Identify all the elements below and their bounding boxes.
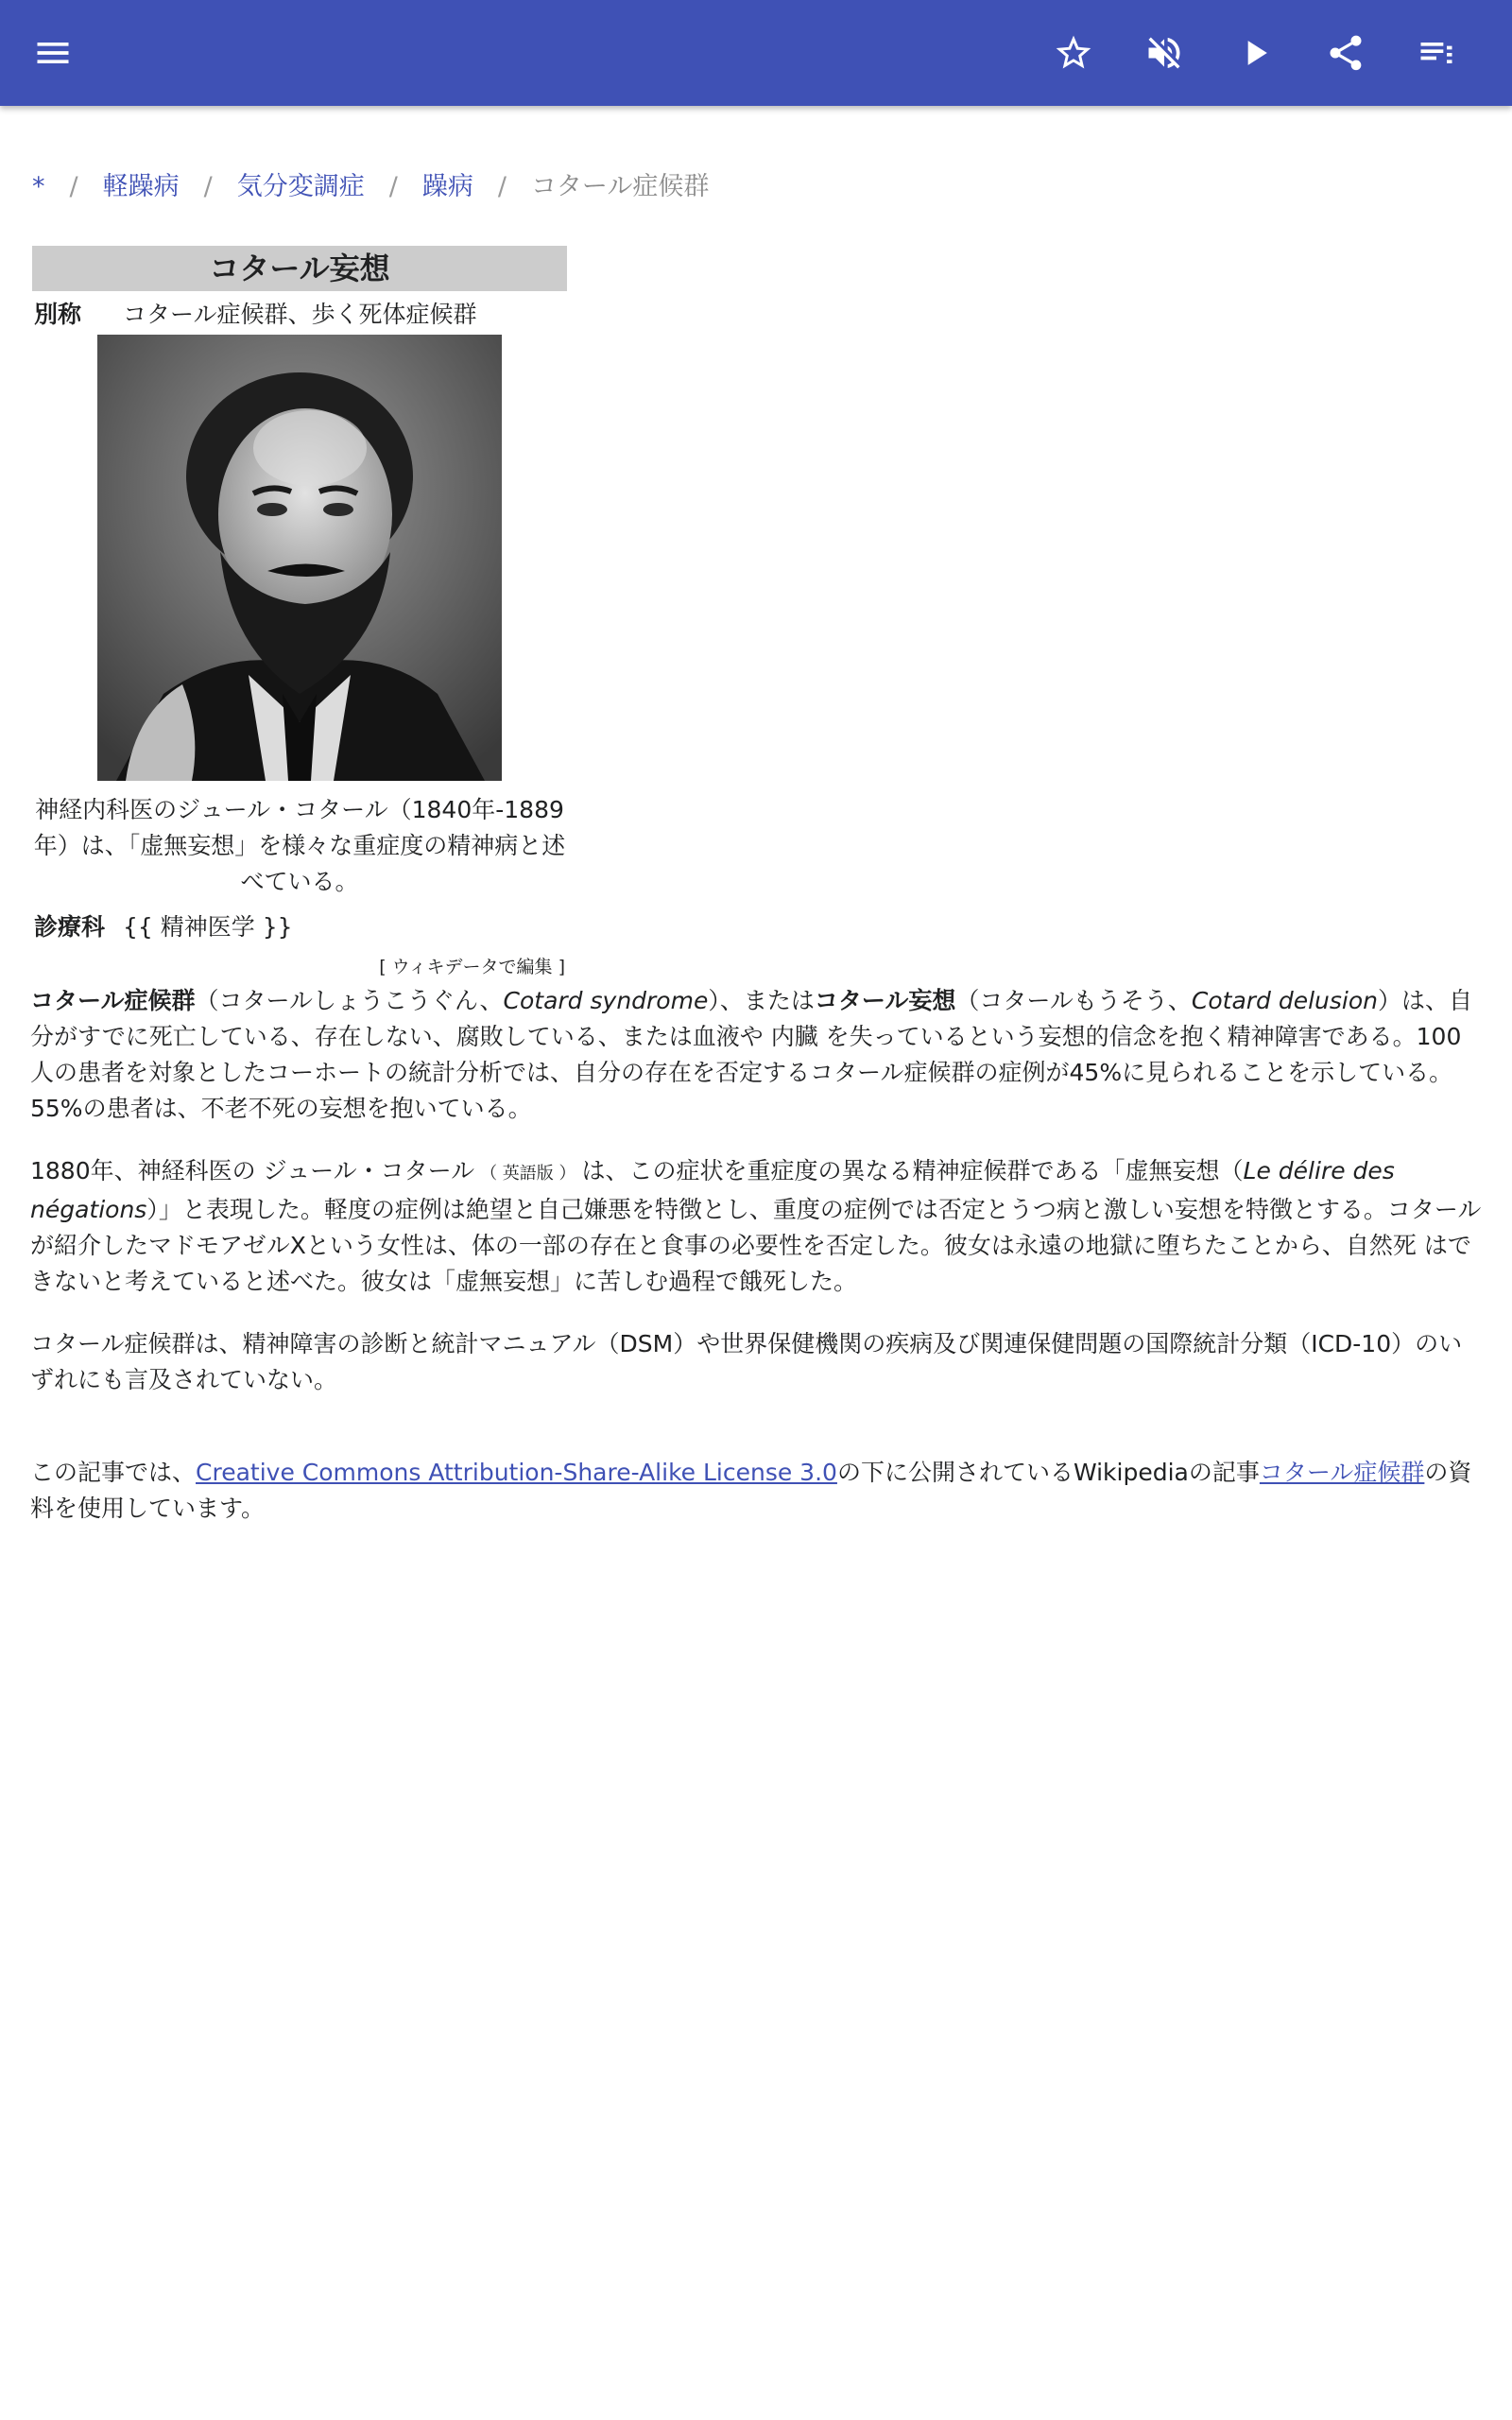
star-icon[interactable]: [1040, 19, 1108, 87]
english-version-link[interactable]: （ 英語版 ）: [480, 1164, 576, 1184]
breadcrumb-separator: /: [388, 172, 398, 201]
breadcrumb-item-root[interactable]: *: [32, 172, 45, 201]
term-cotard-delusion: コタール妄想: [814, 987, 956, 1014]
breadcrumb-separator: /: [203, 172, 213, 201]
breadcrumb-item-mania[interactable]: 躁病: [421, 172, 473, 201]
breadcrumb: [32, 166, 709, 208]
infobox-department-row: [32, 904, 567, 947]
article-paragraph-1: コタール症候群（コタールしょうこうぐん、Cotard syndrome）、またはコタール妄想（コタールもうそう、Cotard delusion）は、自分がすでに死亡している、存在しない、腐敗している、または血液や 内臓 を失っているという妄想的信念を抱く精神障害である。100人の患者を対象としたコーホートの統計分析では、自分の存在を否定するコタール症候群の症例が45%に見られることを示している。55%の患者は、不老不死の妄想を抱いている。: [30, 987, 1473, 1122]
source-article-link[interactable]: コタール症候群: [1259, 1459, 1425, 1486]
playlist-icon[interactable]: [1402, 19, 1470, 87]
share-icon[interactable]: [1312, 19, 1380, 87]
infobox-alias-row: [32, 291, 567, 335]
infobox-alias-value: コタール症候群、歩く死体症候群: [123, 301, 477, 328]
infobox-title: コタール妄想: [32, 246, 567, 291]
infobox: [32, 246, 567, 978]
article-paragraph-2: 1880年、神経科医の ジュール・コタール （ 英語版 ） は、この症状を重症度の異なる精神症候群である「虚無妄想（Le délire des négations）」と表現した。軽度の症例は絶望と自己嫌悪を特徴とし、重度の症例では否定とうつ病と激しい妄想を特徴とする。コタールが紹介したマドモアゼルXという女性は、体の一部の存在と食事の必要性を否定した。彼女は永遠の地獄に堕ちたことから、自然死 はできないと考えていると述べた。彼女は「虚無妄想」に苦しむ過程で餓死した。: [30, 1157, 1482, 1295]
portrait-image[interactable]: [97, 335, 502, 781]
app-bar: [0, 0, 1512, 106]
wikidata-edit-link[interactable]: [ ウィキデータで編集 ]: [379, 957, 565, 977]
breadcrumb-separator: /: [497, 172, 507, 201]
article-paragraph-3: コタール症候群は、精神障害の診断と統計マニュアル（DSM）や世界保健機関の疾病及び関連保健問題の国際統計分類（ICD-10）のいずれにも言及されていない。: [30, 1330, 1463, 1393]
volume-off-icon[interactable]: [1130, 19, 1198, 87]
infobox-department-label: 診療科: [34, 913, 106, 941]
breadcrumb-separator: /: [69, 172, 78, 201]
term-cotard-syndrome: コタール症候群: [30, 987, 196, 1014]
article-body: [30, 983, 1482, 1553]
infobox-caption: 神経内科医のジュール・コタール（1840年-1889年）は、「虚無妄想」を様々な重症度の精神病と述べている。: [33, 796, 566, 895]
breadcrumb-item-current: コタール症候群: [530, 172, 710, 201]
license-link[interactable]: Creative Commons Attribution-Share-Alike License 3.0: [196, 1459, 837, 1486]
infobox-department-value: {{ 精神医学 }}: [123, 913, 293, 941]
breadcrumb-item-hypomania[interactable]: 軽躁病: [102, 172, 180, 201]
breadcrumb-item-dysthymia[interactable]: 気分変調症: [236, 172, 365, 201]
infobox-alias-label: 別称: [34, 301, 82, 328]
play-icon[interactable]: [1221, 19, 1289, 87]
menu-icon[interactable]: [19, 19, 87, 87]
license-notice: この記事では、Creative Commons Attribution-Share-Alike License 3.0の下に公開されているWikipediaの記事コタール症候群の資料を使用しています。: [30, 1459, 1472, 1522]
